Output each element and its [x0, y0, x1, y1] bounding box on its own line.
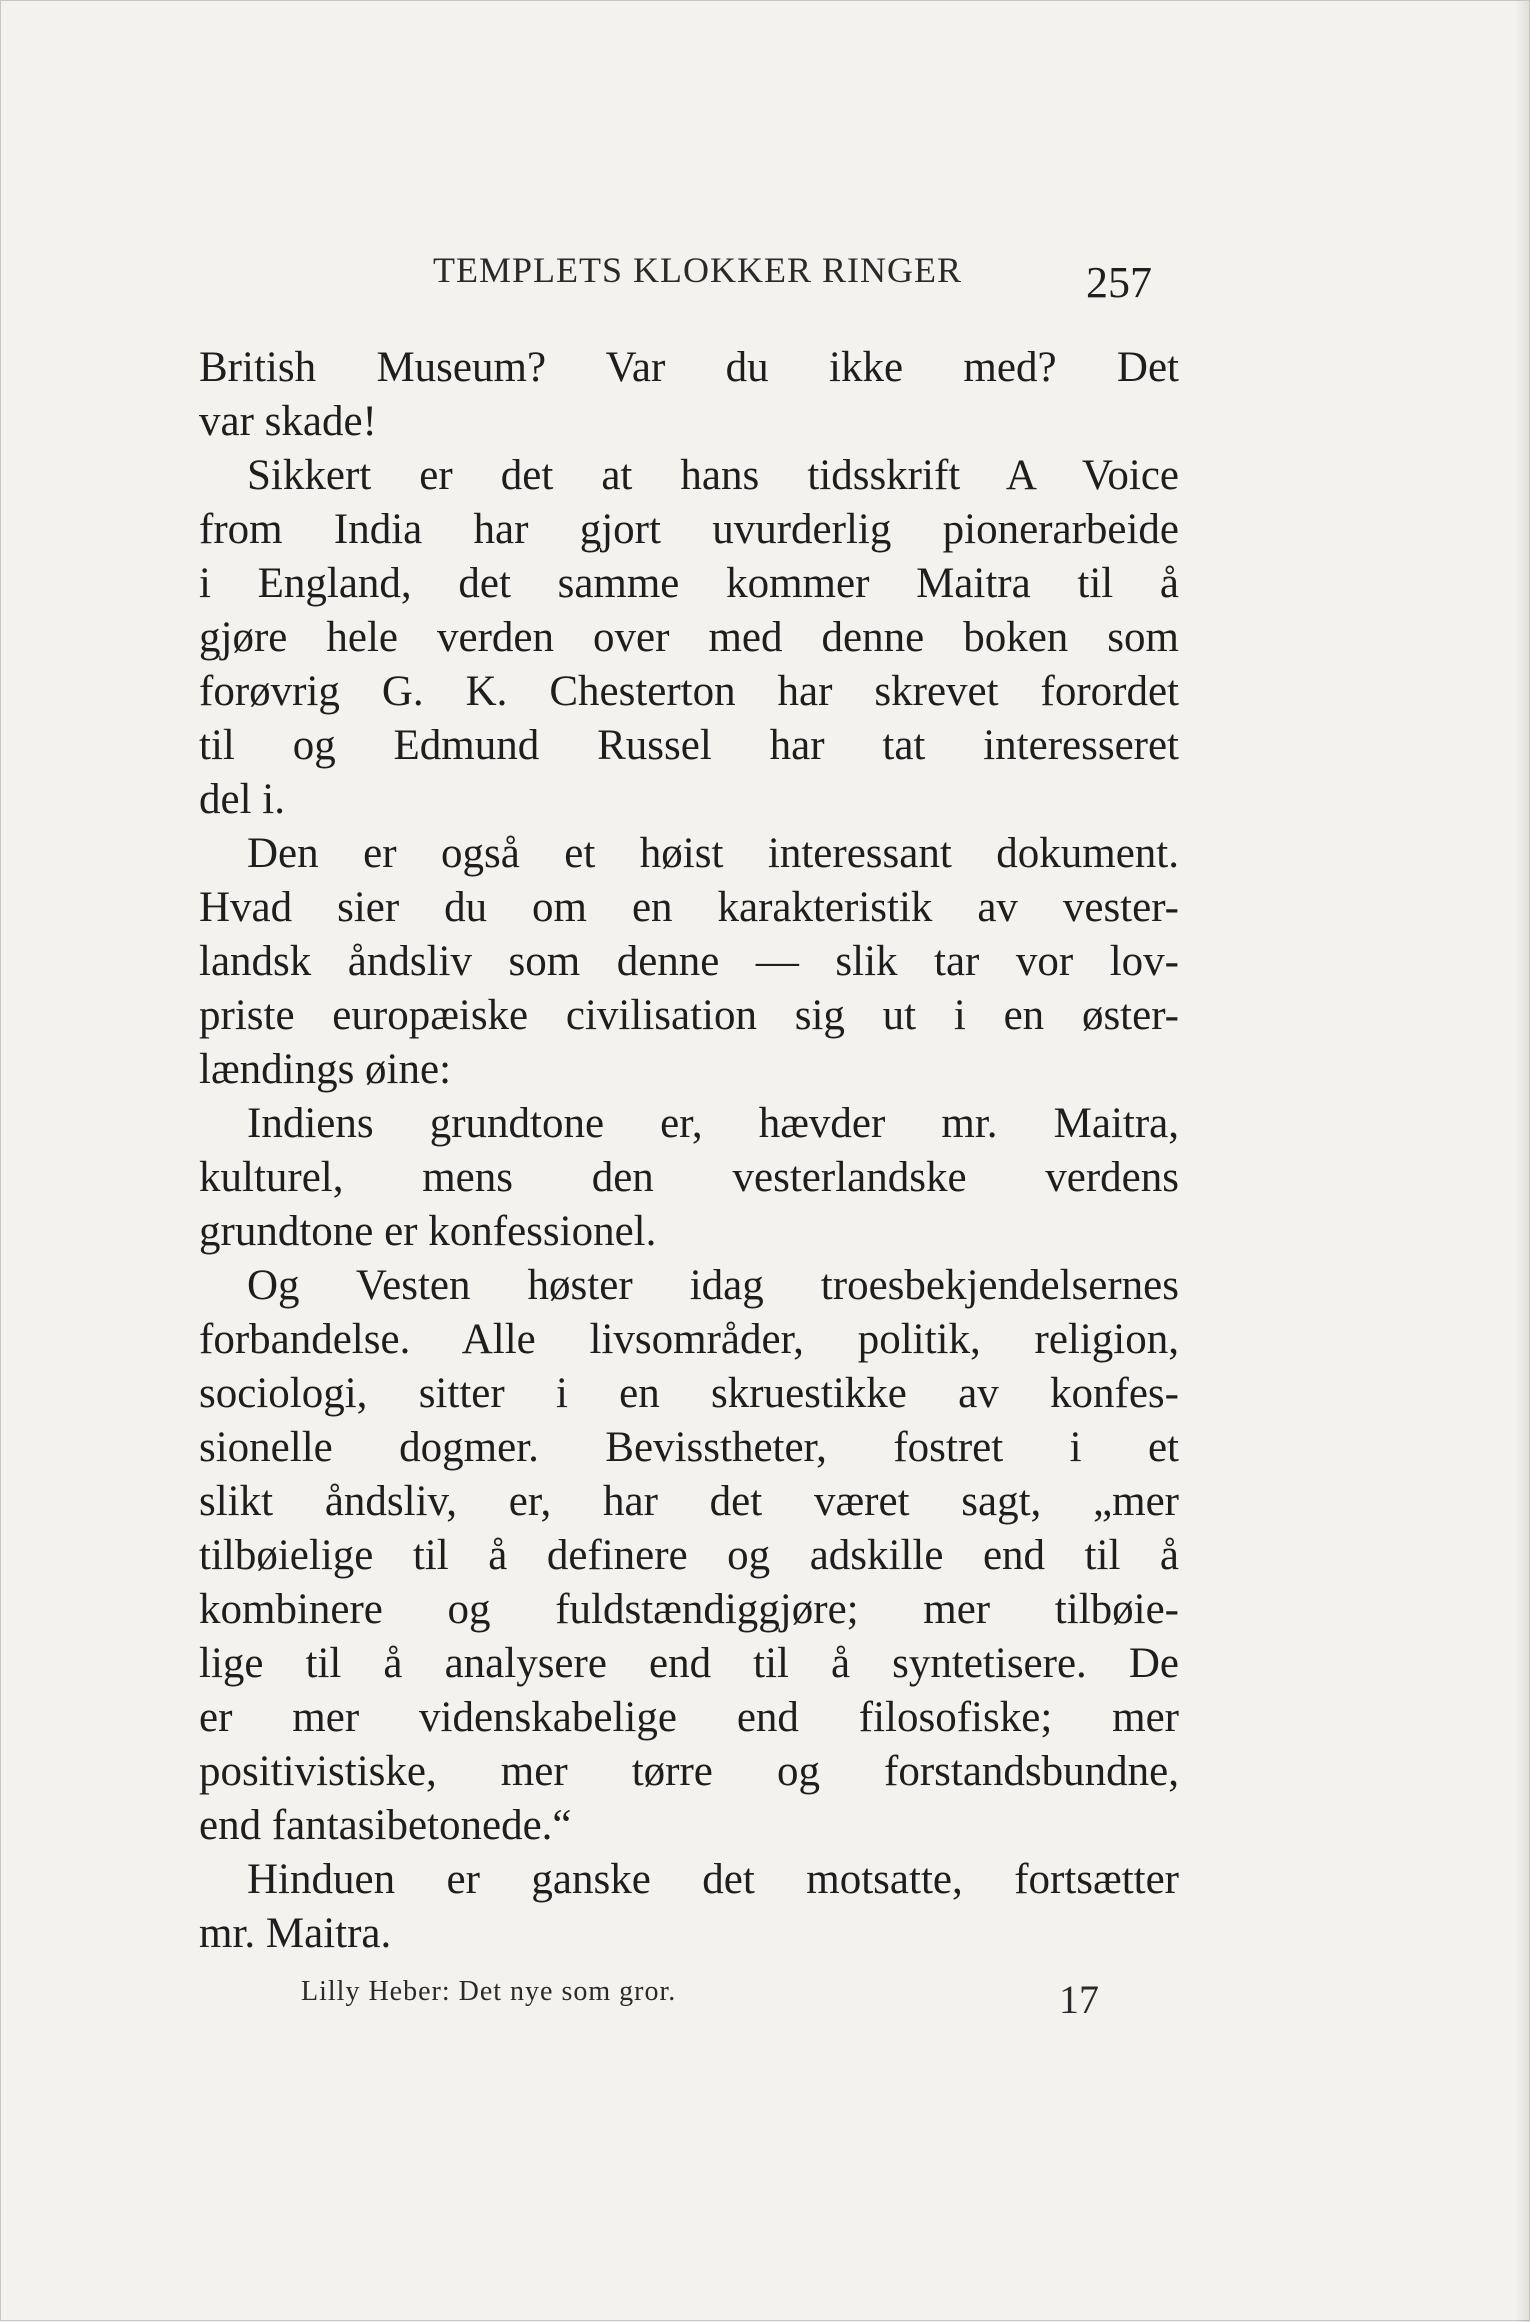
text-line: i England, det samme kommer Maitra til å — [199, 560, 1179, 607]
text-line: kulturel, mens den vesterlandske verdens — [199, 1154, 1179, 1201]
page-edge-shadow — [1515, 1, 1529, 2322]
text-line: lige til å analysere end til å syntetisere. De — [199, 1640, 1179, 1687]
text-line: var skade! — [199, 398, 377, 445]
text-line: lændings øine: — [199, 1046, 452, 1093]
text-line: forbandelse. Alle livsområder, politik, religion, — [199, 1316, 1179, 1363]
text-line: Sikkert er det at hans tidsskrift A Voice — [247, 452, 1179, 499]
text-line: landsk åndsliv som denne — slik tar vor lov- — [199, 938, 1179, 985]
text-line: sionelle dogmer. Bevisstheter, fostret i et — [199, 1424, 1179, 1471]
text-line: positivistiske, mer tørre og forstandsbundne, — [199, 1748, 1179, 1795]
sheet-number: 17 — [1059, 1977, 1099, 2022]
text-line: tilbøielige til å definere og adskille end til å — [199, 1532, 1179, 1579]
text-line: gjøre hele verden over med denne boken som — [199, 614, 1179, 661]
running-title: TEMPLETS KLOKKER RINGER — [433, 250, 962, 290]
text-line: Og Vesten høster idag troesbekjendelsernes — [247, 1262, 1179, 1309]
text-line: British Museum? Var du ikke med? Det — [199, 344, 1179, 391]
text-line: Hvad sier du om en karakteristik av vester- — [199, 884, 1179, 931]
text-line: end fantasibetonede.“ — [199, 1802, 572, 1849]
text-line: slikt åndsliv, er, har det været sagt, „mer — [199, 1478, 1179, 1525]
text-line: grundtone er konfessionel. — [199, 1208, 657, 1255]
text-line: Den er også et høist interessant dokument. — [247, 830, 1179, 877]
text-line: Indiens grundtone er, hævder mr. Maitra, — [247, 1100, 1179, 1147]
text-line: mr. Maitra. — [199, 1910, 392, 1957]
text-line: sociologi, sitter i en skruestikke av konfes- — [199, 1370, 1179, 1417]
page-header — [1, 239, 1530, 307]
text-line: Hinduen er ganske det motsatte, fortsætter — [247, 1856, 1179, 1903]
body-text — [199, 341, 1179, 1961]
text-line: forøvrig G. K. Chesterton har skrevet forordet — [199, 668, 1179, 715]
page-footer — [1, 1976, 1530, 2026]
text-line: from India har gjort uvurderlig pionerarbeide — [199, 506, 1179, 553]
text-line: til og Edmund Russel har tat interesseret — [199, 722, 1179, 769]
page-number: 257 — [1086, 258, 1152, 307]
text-line: priste europæiske civilisation sig ut i en øster- — [199, 992, 1179, 1039]
text-line: del i. — [199, 776, 285, 823]
text-line: er mer videnskabelige end filosofiske; mer — [199, 1694, 1179, 1741]
text-line: kombinere og fuldstændiggjøre; mer tilbøie- — [199, 1586, 1179, 1633]
signature-mark: Lilly Heber: Det nye som gror. — [301, 1976, 677, 2007]
